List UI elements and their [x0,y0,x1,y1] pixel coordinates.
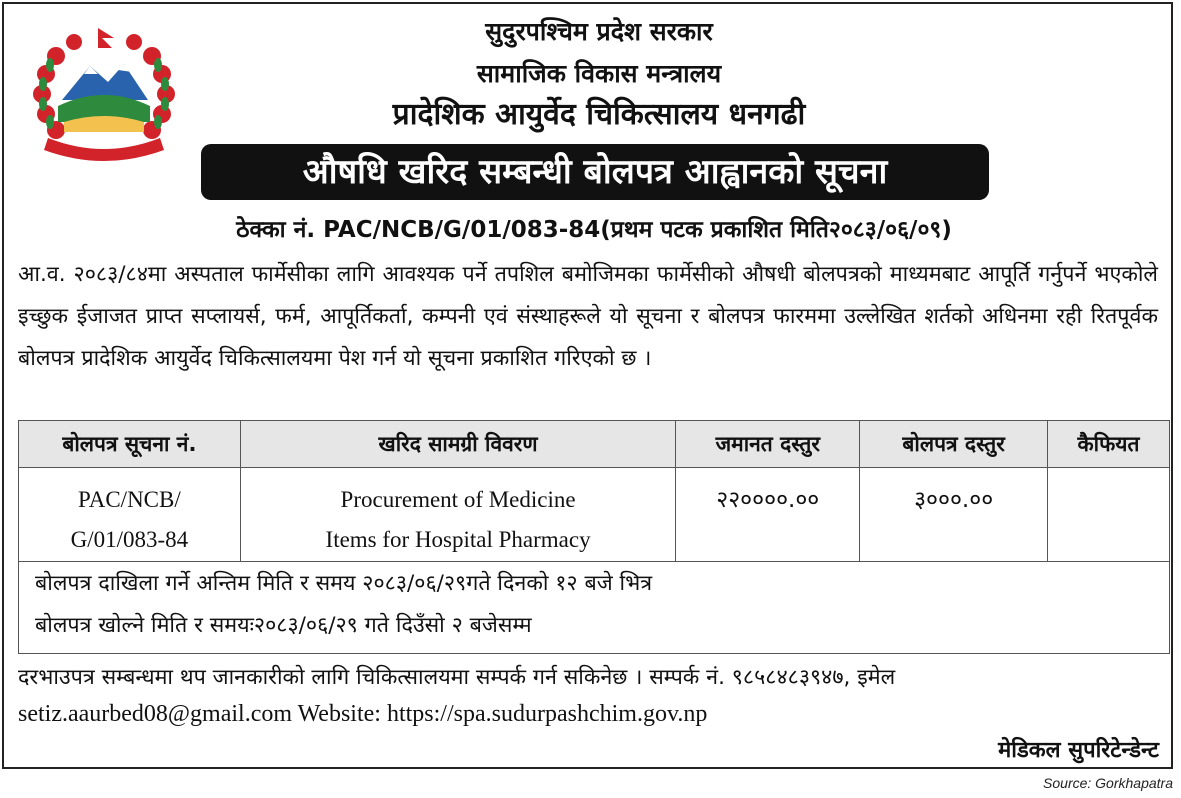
table-header-row [19,421,1170,468]
ministry-name: सामाजिक विकास मन्त्रालय [476,59,722,88]
notice-title-banner: औषधि खरिद सम्बन्धी बोलपत्र आह्वानको सूचना [201,144,989,200]
description-line1: Procurement of Medicine [340,487,576,512]
col-header-remarks: कैफियत [1048,421,1170,468]
col-header-description: खरिद सामग्री विवरण [240,421,676,468]
col-header-notice-no: बोलपत्र सूचना नं. [19,421,241,468]
table-row [19,468,1170,562]
contact-info: दरभाउपत्र सम्बन्धमा थप जानकारीको लागि चिकित्सालयमा सम्पर्क गर्न सकिनेछ । सम्पर्क नं. ९८५८४८३९४७, इमेल [18,665,896,690]
col-header-bid-security: जमानत दस्तुर [676,421,860,468]
dates-box [18,558,1170,654]
cell-notice-no [19,468,241,562]
description-line2: Items for Hospital Pharmacy [325,527,591,552]
government-name: सुदुरपश्चिम प्रदेश सरकार [485,17,713,46]
opening-date: बोलपत्र खोल्ने मिति र समयः२०८३/०६/२९ गते दिउँसो २ बजेसम्म [35,613,532,638]
cell-bid-fee: ३०००.०० [860,468,1048,562]
cell-description [240,468,676,562]
hospital-name: प्रादेशिक आयुर्वेद चिकित्सालय धनगढी [392,97,806,132]
contract-reference: ठेक्का नं. PAC/NCB/G/01/083-84(प्रथम पटक प्रकाशित मिति२०८३/०६/०९) [236,217,952,243]
intro-paragraph: आ.व. २०८३/८४मा अस्पताल फार्मेसीका लागि आवश्यक पर्ने तपशिल बमोजिमका फार्मेसीको औषधी बोलपत्रको माध्यमबाट आपूर्ति गर्नुपर्ने भएकोले इच्छुक ईजाजत प्राप्त सप्लायर्स, फर्म, आपूर्तिकर्ता, कम्पनी एवं संस्थाहरूले यो सूचना र बोलपत्र फारममा उल्लेखित शर्तको अधिनमा रही रितपूर्वक बोलपत्र प्रादेशिक आयुर्वेद चिकित्सालयमा पेश गर्न यो सूचना प्रकाशित गरिएको छ । [18,262,1158,371]
email-website: setiz.aaurbed08@gmail.com Website: https://spa.sudurpashchim.gov.np [18,701,708,727]
col-header-bid-fee: बोलपत्र दस्तुर [860,421,1048,468]
notice-no-line2: G/01/083-84 [70,527,189,552]
signatory-title: मेडिकल सुपरिटेन्डेन्ट [998,738,1159,763]
cell-remarks [1048,468,1170,562]
nepal-emblem-icon [28,26,180,168]
notice-no-line1: PAC/NCB/ [78,487,181,512]
tender-notice [2,2,1173,769]
cell-bid-security: २२००००.०० [676,468,860,562]
source-credit: Source: Gorkhapatra [1043,775,1173,791]
procurement-table [18,420,1170,562]
submission-deadline: बोलपत्र दाखिला गर्ने अन्तिम मिति र समय २०८३/०६/२९गते दिनको १२ बजे भित्र [35,571,653,596]
